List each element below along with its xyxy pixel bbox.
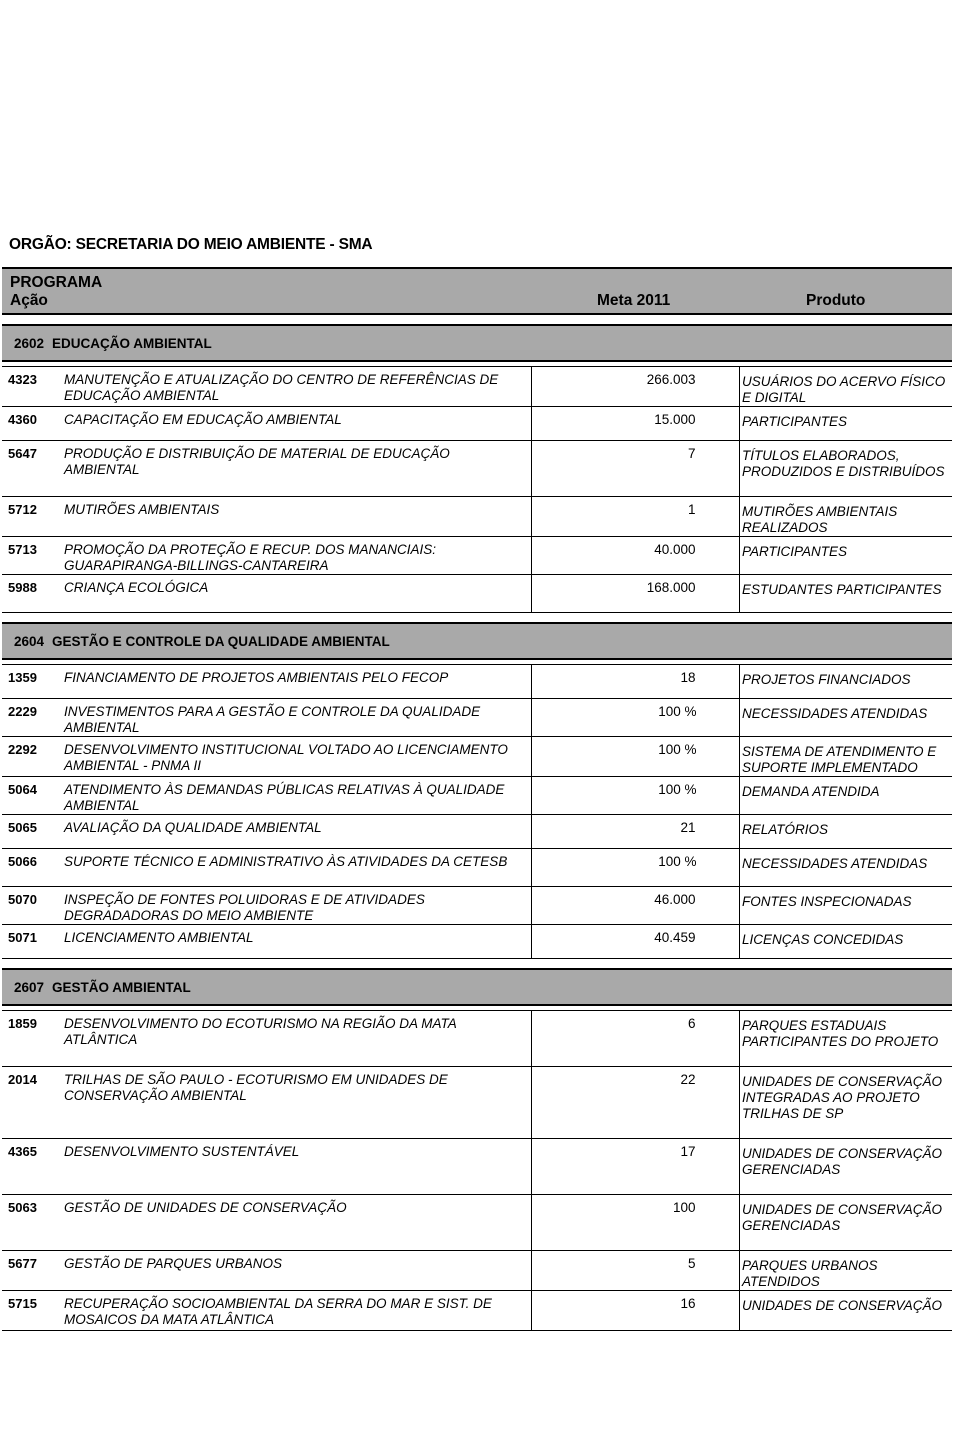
meta-cell bbox=[532, 665, 740, 698]
meta-value: 15.000 bbox=[654, 412, 696, 427]
meta-cell bbox=[532, 925, 740, 958]
table-row bbox=[2, 1139, 952, 1195]
action-code: 4365 bbox=[8, 1144, 37, 1159]
product-description: DEMANDA ATENDIDA bbox=[742, 784, 880, 799]
action-description: INSPEÇÃO DE FONTES POLUIDORAS E DE ATIVIDADES DEGRADADORAS DO MEIO AMBIENTE bbox=[64, 887, 532, 924]
meta-cell bbox=[532, 815, 740, 848]
action-code: 5064 bbox=[8, 782, 37, 797]
action-description: CAPACITAÇÃO EM EDUCAÇÃO AMBIENTAL bbox=[64, 407, 532, 440]
action-code: 5070 bbox=[8, 892, 37, 907]
program-section-header bbox=[2, 622, 952, 660]
program-sections bbox=[2, 324, 952, 1331]
header-program-action bbox=[10, 274, 102, 310]
action-code: 5713 bbox=[8, 542, 37, 557]
product-description: ESTUDANTES PARTICIPANTES bbox=[742, 582, 942, 597]
program-code: 2602 bbox=[14, 336, 45, 351]
action-code: 2014 bbox=[8, 1072, 37, 1087]
meta-value: 100 % bbox=[658, 782, 697, 797]
meta-value: 100 % bbox=[658, 742, 697, 757]
meta-cell bbox=[532, 737, 740, 776]
meta-cell bbox=[532, 441, 740, 496]
meta-value: 22 bbox=[680, 1072, 696, 1087]
meta-cell bbox=[532, 777, 740, 814]
product-description: PARQUES URBANOS ATENDIDOS bbox=[742, 1258, 878, 1289]
action-description: AVALIAÇÃO DA QUALIDADE AMBIENTAL bbox=[64, 815, 532, 848]
meta-value: 266.003 bbox=[646, 372, 696, 387]
action-description: SUPORTE TÉCNICO E ADMINISTRATIVO ÀS ATIVIDADES DA CETESB bbox=[64, 849, 532, 886]
product-description: USUÁRIOS DO ACERVO FÍSICO E DIGITAL bbox=[742, 374, 946, 405]
action-description: GESTÃO DE PARQUES URBANOS bbox=[64, 1251, 532, 1290]
meta-cell bbox=[532, 407, 740, 440]
action-description: GESTÃO DE UNIDADES DE CONSERVAÇÃO bbox=[64, 1195, 532, 1250]
table-row bbox=[2, 887, 952, 925]
meta-value: 21 bbox=[680, 820, 696, 835]
header-programa: PROGRAMA bbox=[10, 274, 103, 291]
action-code: 5715 bbox=[8, 1296, 37, 1311]
table-row bbox=[2, 1251, 952, 1291]
meta-value: 100 % bbox=[658, 854, 697, 869]
action-code: 5065 bbox=[8, 820, 37, 835]
meta-cell bbox=[532, 699, 740, 736]
meta-cell bbox=[532, 849, 740, 886]
meta-value: 168.000 bbox=[646, 580, 696, 595]
table-row bbox=[2, 1067, 952, 1139]
action-code: 1359 bbox=[8, 670, 37, 685]
action-description: DESENVOLVIMENTO SUSTENTÁVEL bbox=[64, 1139, 532, 1194]
action-code: 4323 bbox=[8, 372, 37, 387]
program-section-header bbox=[2, 968, 952, 1006]
meta-cell bbox=[532, 575, 740, 612]
product-description: TÍTULOS ELABORADOS, PRODUZIDOS E DISTRIBUÍDOS bbox=[742, 448, 945, 479]
meta-value: 1 bbox=[687, 502, 696, 517]
meta-value: 46.000 bbox=[654, 892, 696, 907]
header-meta: Meta 2011 bbox=[597, 292, 671, 309]
meta-value: 5 bbox=[687, 1256, 696, 1271]
table-row bbox=[2, 815, 952, 849]
meta-value: 6 bbox=[687, 1016, 696, 1031]
action-code: 2229 bbox=[8, 704, 37, 719]
action-description: DESENVOLVIMENTO INSTITUCIONAL VOLTADO AO LICENCIAMENTO AMBIENTAL - PNMA II bbox=[64, 737, 532, 776]
action-rows bbox=[2, 366, 952, 613]
table-row bbox=[2, 367, 952, 407]
action-description: FINANCIAMENTO DE PROJETOS AMBIENTAIS PELO FECOP bbox=[64, 665, 532, 698]
meta-cell bbox=[532, 1067, 740, 1138]
header-produto: Produto bbox=[806, 292, 866, 309]
meta-value: 100 % bbox=[658, 704, 697, 719]
action-description: ATENDIMENTO ÀS DEMANDAS PÚBLICAS RELATIVAS À QUALIDADE AMBIENTAL bbox=[64, 777, 532, 814]
meta-value: 18 bbox=[680, 670, 696, 685]
table-row bbox=[2, 777, 952, 815]
action-description: PRODUÇÃO E DISTRIBUIÇÃO DE MATERIAL DE EDUCAÇÃO AMBIENTAL bbox=[64, 441, 532, 496]
action-code: 4360 bbox=[8, 412, 37, 427]
table-row bbox=[2, 925, 952, 959]
action-description: MANUTENÇÃO E ATUALIZAÇÃO DO CENTRO DE REFERÊNCIAS DE EDUCAÇÃO AMBIENTAL bbox=[64, 367, 532, 406]
table-header bbox=[2, 267, 952, 315]
header-acao: Ação bbox=[10, 292, 48, 309]
action-code: 1859 bbox=[8, 1016, 37, 1031]
product-description: PARQUES ESTADUAIS PARTICIPANTES DO PROJETO bbox=[742, 1018, 939, 1049]
action-description: RECUPERAÇÃO SOCIOAMBIENTAL DA SERRA DO MAR E SIST. DE MOSAICOS DA MATA ATLÂNTICA bbox=[64, 1291, 532, 1330]
product-description: NECESSIDADES ATENDIDAS bbox=[742, 706, 928, 721]
action-description: INVESTIMENTOS PARA A GESTÃO E CONTROLE DA QUALIDADE AMBIENTAL bbox=[64, 699, 532, 736]
program-title: EDUCAÇÃO AMBIENTAL bbox=[52, 336, 212, 351]
action-code: 5071 bbox=[8, 930, 37, 945]
meta-cell bbox=[532, 497, 740, 536]
table-row bbox=[2, 699, 952, 737]
action-description: CRIANÇA ECOLÓGICA bbox=[64, 575, 532, 612]
table-row bbox=[2, 441, 952, 497]
action-description: PROMOÇÃO DA PROTEÇÃO E RECUP. DOS MANANCIAIS: GUARAPIRANGA-BILLINGS-CANTAREIRA bbox=[64, 537, 532, 574]
product-description: NECESSIDADES ATENDIDAS bbox=[742, 856, 928, 871]
product-description: PROJETOS FINANCIADOS bbox=[742, 672, 911, 687]
meta-value: 17 bbox=[680, 1144, 696, 1159]
product-description: RELATÓRIOS bbox=[742, 822, 829, 837]
product-description: PARTICIPANTES bbox=[742, 544, 848, 559]
table-row bbox=[2, 407, 952, 441]
meta-value: 7 bbox=[687, 446, 696, 461]
meta-cell bbox=[532, 1139, 740, 1194]
program-code: 2607 bbox=[14, 980, 45, 995]
action-code: 5988 bbox=[8, 580, 37, 595]
meta-cell bbox=[532, 1195, 740, 1250]
action-description: DESENVOLVIMENTO DO ECOTURISMO NA REGIÃO DA MATA ATLÂNTICA bbox=[64, 1011, 532, 1066]
table-row bbox=[2, 849, 952, 887]
product-description: UNIDADES DE CONSERVAÇÃO GERENCIADAS bbox=[742, 1202, 943, 1233]
action-code: 5677 bbox=[8, 1256, 37, 1271]
action-description: LICENCIAMENTO AMBIENTAL bbox=[64, 925, 532, 958]
meta-cell bbox=[532, 367, 740, 406]
meta-cell bbox=[532, 1251, 740, 1290]
program-section-header bbox=[2, 324, 952, 362]
product-description: LICENÇAS CONCEDIDAS bbox=[742, 932, 904, 947]
product-description: UNIDADES DE CONSERVAÇÃO bbox=[742, 1298, 943, 1313]
action-code: 5063 bbox=[8, 1200, 37, 1215]
program-code: 2604 bbox=[14, 634, 45, 649]
action-description: TRILHAS DE SÃO PAULO - ECOTURISMO EM UNIDADES DE CONSERVAÇÃO AMBIENTAL bbox=[64, 1067, 532, 1138]
table-row bbox=[2, 497, 952, 537]
meta-value: 40.459 bbox=[654, 930, 696, 945]
program-title: GESTÃO E CONTROLE DA QUALIDADE AMBIENTAL bbox=[52, 634, 390, 649]
program-table bbox=[2, 267, 952, 1331]
table-row bbox=[2, 575, 952, 613]
product-description: MUTIRÕES AMBIENTAIS REALIZADOS bbox=[742, 504, 898, 535]
table-row bbox=[2, 737, 952, 777]
meta-value: 100 bbox=[672, 1200, 696, 1215]
product-description: PARTICIPANTES bbox=[742, 414, 848, 429]
meta-cell bbox=[532, 1011, 740, 1066]
meta-cell bbox=[532, 887, 740, 924]
meta-cell bbox=[532, 537, 740, 574]
action-code: 2292 bbox=[8, 742, 37, 757]
action-description: MUTIRÕES AMBIENTAIS bbox=[64, 497, 532, 536]
product-description: UNIDADES DE CONSERVAÇÃO GERENCIADAS bbox=[742, 1146, 943, 1177]
table-row bbox=[2, 537, 952, 575]
action-rows bbox=[2, 664, 952, 959]
meta-cell bbox=[532, 1291, 740, 1330]
product-description: FONTES INSPECIONADAS bbox=[742, 894, 912, 909]
action-rows bbox=[2, 1010, 952, 1331]
meta-value: 16 bbox=[680, 1296, 696, 1311]
action-code: 5712 bbox=[8, 502, 37, 517]
product-description: SISTEMA DE ATENDIMENTO E SUPORTE IMPLEMENTADO bbox=[742, 744, 937, 775]
action-code: 5066 bbox=[8, 854, 37, 869]
action-code: 5647 bbox=[8, 446, 37, 461]
product-description: UNIDADES DE CONSERVAÇÃO INTEGRADAS AO PROJETO TRILHAS DE SP bbox=[742, 1074, 943, 1121]
program-title: GESTÃO AMBIENTAL bbox=[52, 980, 191, 995]
organ-title: ORGÃO: SECRETARIA DO MEIO AMBIENTE - SMA bbox=[9, 236, 373, 253]
table-row bbox=[2, 1011, 952, 1067]
meta-value: 40.000 bbox=[654, 542, 696, 557]
table-row bbox=[2, 1291, 952, 1331]
table-row bbox=[2, 1195, 952, 1251]
table-row bbox=[2, 665, 952, 699]
